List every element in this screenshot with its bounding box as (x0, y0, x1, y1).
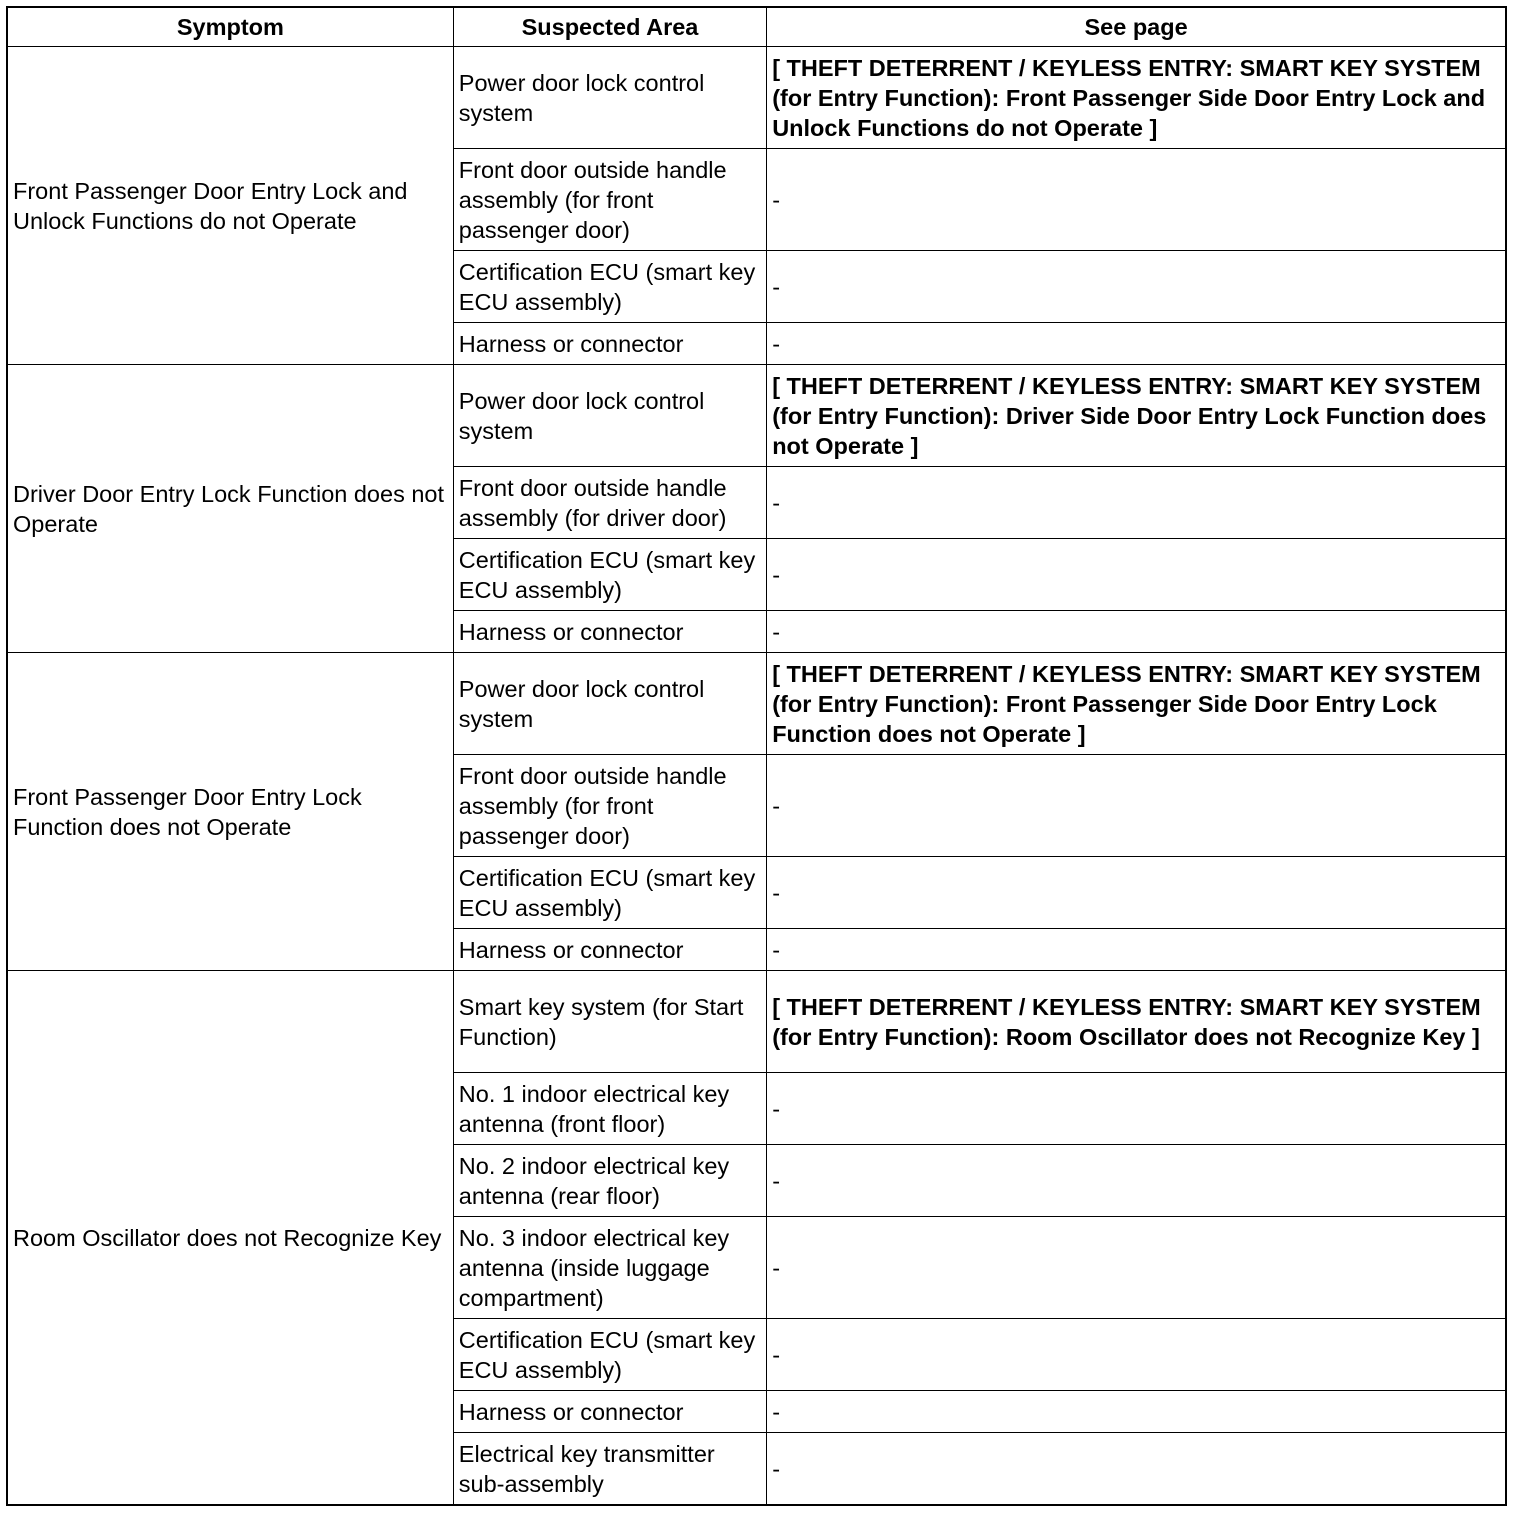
suspected-area-cell: Harness or connector (453, 323, 766, 365)
see-page-cell: - (767, 323, 1506, 365)
suspected-area-cell: Power door lock control system (453, 653, 766, 755)
suspected-area-cell: Electrical key transmitter sub-assembly (453, 1433, 766, 1506)
suspected-area-cell: Harness or connector (453, 929, 766, 971)
suspected-area-cell: Harness or connector (453, 1391, 766, 1433)
symptom-cell: Driver Door Entry Lock Function does not Operate (7, 365, 453, 653)
symptom-cell: Room Oscillator does not Recognize Key (7, 971, 453, 1506)
suspected-area-cell: Front door outside handle assembly (for driver door) (453, 467, 766, 539)
table-row (7, 47, 1506, 149)
see-page-cell: - (767, 1073, 1506, 1145)
see-page-cell: - (767, 149, 1506, 251)
suspected-area-cell: Smart key system (for Start Function) (453, 971, 766, 1073)
suspected-area-cell: Front door outside handle assembly (for front passenger door) (453, 755, 766, 857)
header-row (7, 7, 1506, 47)
see-page-cell: - (767, 1145, 1506, 1217)
table-row (7, 653, 1506, 755)
see-page-link[interactable]: [ THEFT DETERRENT / KEYLESS ENTRY: SMART KEY SYSTEM (for Entry Function): Front Passenger Side Door Entry Lock and Unlock Functions do not Operate ] (767, 47, 1506, 149)
see-page-cell: - (767, 539, 1506, 611)
suspected-area-cell: Power door lock control system (453, 365, 766, 467)
suspected-area-cell: No. 3 indoor electrical key antenna (inside luggage compartment) (453, 1217, 766, 1319)
suspected-area-cell: Certification ECU (smart key ECU assembly) (453, 857, 766, 929)
suspected-area-cell: Certification ECU (smart key ECU assembly) (453, 539, 766, 611)
symptom-cell: Front Passenger Door Entry Lock and Unlock Functions do not Operate (7, 47, 453, 365)
see-page-cell: - (767, 929, 1506, 971)
suspected-area-cell: Power door lock control system (453, 47, 766, 149)
see-page-link[interactable]: [ THEFT DETERRENT / KEYLESS ENTRY: SMART KEY SYSTEM (for Entry Function): Front Passenger Side Door Entry Lock Function does not Operate ] (767, 653, 1506, 755)
suspected-area-cell: Harness or connector (453, 611, 766, 653)
see-page-link[interactable]: [ THEFT DETERRENT / KEYLESS ENTRY: SMART KEY SYSTEM (for Entry Function): Room Oscillator does not Recognize Key ] (767, 971, 1506, 1073)
symptom-cell: Front Passenger Door Entry Lock Function does not Operate (7, 653, 453, 971)
see-page-cell: - (767, 1391, 1506, 1433)
suspected-area-cell: No. 2 indoor electrical key antenna (rear floor) (453, 1145, 766, 1217)
see-page-cell: - (767, 755, 1506, 857)
suspected-area-cell: No. 1 indoor electrical key antenna (front floor) (453, 1073, 766, 1145)
header-suspected-area: Suspected Area (453, 7, 766, 47)
see-page-cell: - (767, 857, 1506, 929)
suspected-area-cell: Front door outside handle assembly (for front passenger door) (453, 149, 766, 251)
diagnostic-table (6, 6, 1507, 1506)
see-page-cell: - (767, 467, 1506, 539)
see-page-cell: - (767, 251, 1506, 323)
suspected-area-cell: Certification ECU (smart key ECU assembly) (453, 1319, 766, 1391)
see-page-cell: - (767, 611, 1506, 653)
suspected-area-cell: Certification ECU (smart key ECU assembly) (453, 251, 766, 323)
see-page-cell: - (767, 1319, 1506, 1391)
table-row (7, 971, 1506, 1073)
see-page-cell: - (767, 1433, 1506, 1506)
see-page-cell: - (767, 1217, 1506, 1319)
header-see-page: See page (767, 7, 1506, 47)
header-symptom: Symptom (7, 7, 453, 47)
table-row (7, 365, 1506, 467)
see-page-link[interactable]: [ THEFT DETERRENT / KEYLESS ENTRY: SMART KEY SYSTEM (for Entry Function): Driver Side Door Entry Lock Function does not Operate ] (767, 365, 1506, 467)
